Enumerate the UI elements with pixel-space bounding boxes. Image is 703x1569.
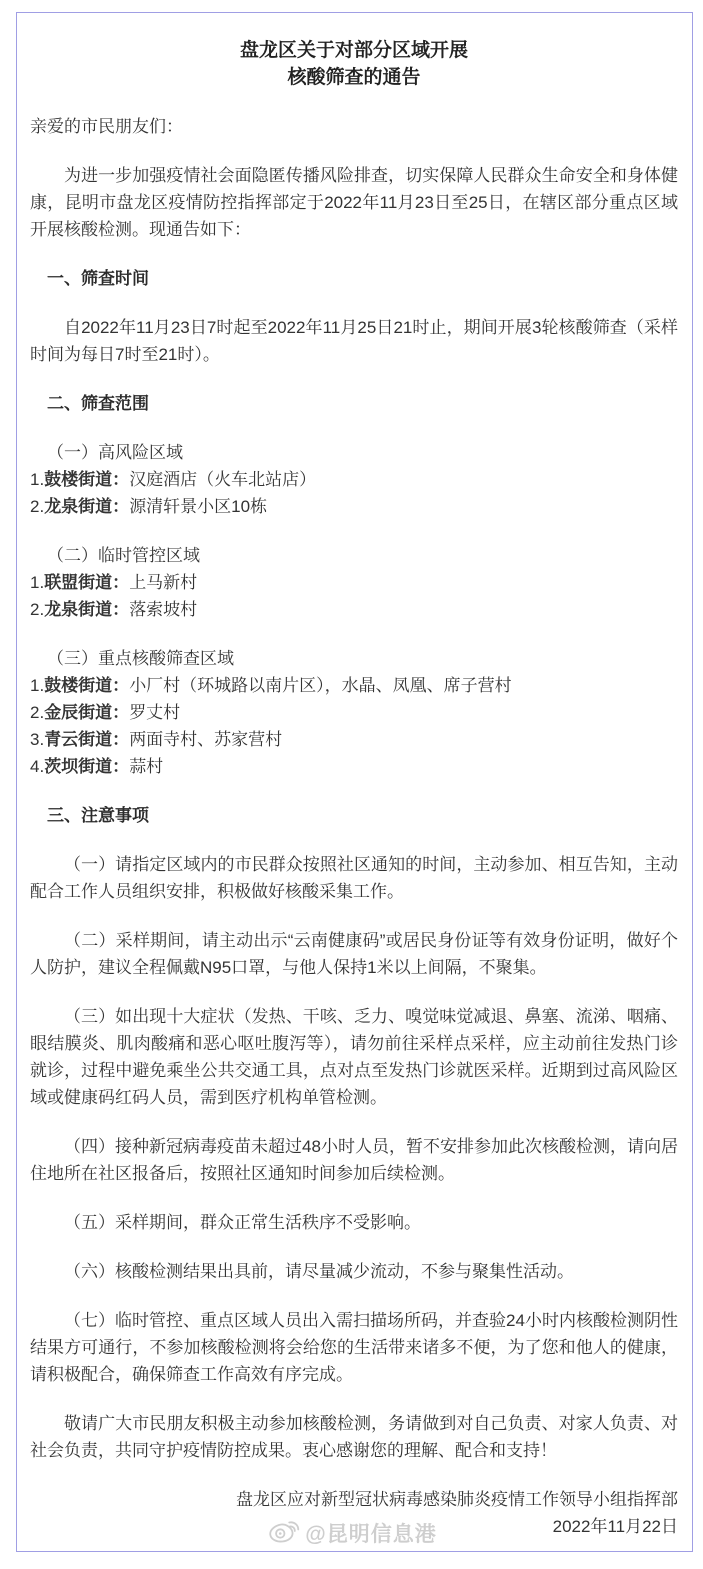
precaution-paragraph-4: （四）接种新冠病毒疫苗未超过48小时人员，暂不安排参加此次核酸检测，请向居住地所在社区报备后，按照社区通知时间参加后续检测。: [30, 1137, 678, 1183]
group-label: （二）临时管控区域: [47, 546, 200, 565]
group-label: （一）高风险区域: [47, 443, 183, 462]
item-number: 2.: [30, 497, 45, 516]
intro-paragraph: 为进一步加强疫情社会面隐匿传播风险排查，切实保障人民群众生命安全和身体健康，昆明市盘龙区疫情防控指挥部定于2022年11月23日至25日，在辖区部分重点区域开展核酸检测。现通告如下：: [30, 166, 678, 239]
page-title: [30, 37, 678, 91]
street-name: 联盟街道：: [44, 573, 130, 592]
list-item: [30, 726, 678, 753]
list-item: [30, 699, 678, 726]
watermark: [266, 1515, 436, 1550]
group-high-risk-areas: [30, 439, 678, 520]
street-name: 青云街道：: [44, 730, 130, 749]
notice-document: [16, 12, 693, 1552]
screening-time-paragraph: 自2022年11月23日7时起至2022年11月25日21时止，期间开展3轮核酸筛查（采样时间为每日7时至21时）。: [30, 318, 678, 364]
item-locations: 蒜村: [129, 757, 164, 776]
item-locations: 落索坡村: [129, 600, 198, 619]
street-name: 金辰街道：: [44, 703, 130, 722]
street-name: 鼓楼街道：: [44, 676, 130, 695]
item-number: 1.: [30, 470, 45, 489]
precaution-paragraph-1: （一）请指定区域内的市民群众按照社区通知的时间，主动参加、相互告知，主动配合工作人员组织安排，积极做好核酸采集工作。: [30, 855, 678, 901]
watermark-text: @昆明信息港: [305, 1522, 437, 1546]
issuing-authority: 盘龙区应对新型冠状病毒感染肺炎疫情工作领导小组指挥部: [236, 1490, 678, 1509]
group-label: （三）重点核酸筛查区域: [47, 649, 234, 668]
item-locations: 上马新村: [129, 573, 198, 592]
section-heading-precautions: 三、注意事项: [47, 806, 149, 825]
precaution-paragraph-6: （六）核酸检测结果出具前，请尽量减少流动，不参与聚集性活动。: [64, 1262, 574, 1281]
salutation: 亲爱的市民朋友们：: [30, 117, 183, 136]
group-key-screening-areas: [30, 645, 678, 780]
item-locations: 源清轩景小区10栋: [129, 497, 268, 516]
item-number: 2.: [30, 703, 45, 722]
item-number: 2.: [30, 600, 45, 619]
closing-paragraph: 敬请广大市民朋友积极主动参加核酸检测，务请做到对自己负责、对家人负责、对社会负责，共同守护疫情防控成果。衷心感谢您的理解、配合和支持！: [30, 1414, 678, 1460]
issue-date: 2022年11月22日: [552, 1517, 678, 1536]
list-item: [30, 672, 678, 699]
list-item: [30, 596, 678, 623]
title-line-2: 核酸筛查的通告: [287, 67, 421, 88]
list-item: [30, 753, 678, 780]
street-name: 龙泉街道：: [44, 600, 130, 619]
precaution-paragraph-7: （七）临时管控、重点区域人员出入需扫描场所码，并查验24小时内核酸检测阴性结果方可通行，不参加核酸检测将会给您的生活带来诸多不便，为了您和他人的健康，请积极配合，确保筛查工作高效有序完成。: [30, 1311, 678, 1384]
section-heading-screening-time: 一、筛查时间: [47, 269, 149, 288]
street-name: 茨坝街道：: [44, 757, 130, 776]
item-locations: 罗丈村: [129, 703, 181, 722]
precaution-paragraph-5: （五）采样期间，群众正常生活秩序不受影响。: [64, 1213, 421, 1232]
item-locations: 小厂村（环城路以南片区），水晶、凤凰、席子营村: [129, 676, 512, 695]
item-number: 1.: [30, 676, 45, 695]
list-item: [30, 466, 678, 493]
list-item: [30, 493, 678, 520]
street-name: 鼓楼街道：: [44, 470, 130, 489]
group-temporary-control-areas: [30, 542, 678, 623]
precaution-paragraph-2: （二）采样期间，请主动出示“云南健康码”或居民身份证等有效身份证明，做好个人防护，建议全程佩戴N95口罩，与他人保持1米以上间隔，不聚集。: [30, 931, 678, 977]
item-number: 3.: [30, 730, 45, 749]
weibo-icon: [266, 1515, 300, 1550]
item-number: 1.: [30, 573, 45, 592]
precaution-paragraph-3: （三）如出现十大症状（发热、干咳、乏力、嗅觉味觉减退、鼻塞、流涕、咽痛、眼结膜炎、肌肉酸痛和恶心呕吐腹泻等），请勿前往采样点采样，应主动前往发热门诊就诊，过程中避免乘坐公共交通工具，点对点至发热门诊就医采样。近期到过高风险区域或健康码红码人员，需到医疗机构单管检测。: [30, 1007, 678, 1107]
item-number: 4.: [30, 757, 45, 776]
section-heading-screening-scope: 二、筛查范围: [47, 394, 149, 413]
item-locations: 汉庭酒店（火车北站店）: [129, 470, 317, 489]
title-line-1: 盘龙区关于对部分区域开展: [239, 40, 468, 61]
street-name: 龙泉街道：: [44, 497, 130, 516]
list-item: [30, 569, 678, 596]
item-locations: 两面寺村、苏家营村: [129, 730, 283, 749]
